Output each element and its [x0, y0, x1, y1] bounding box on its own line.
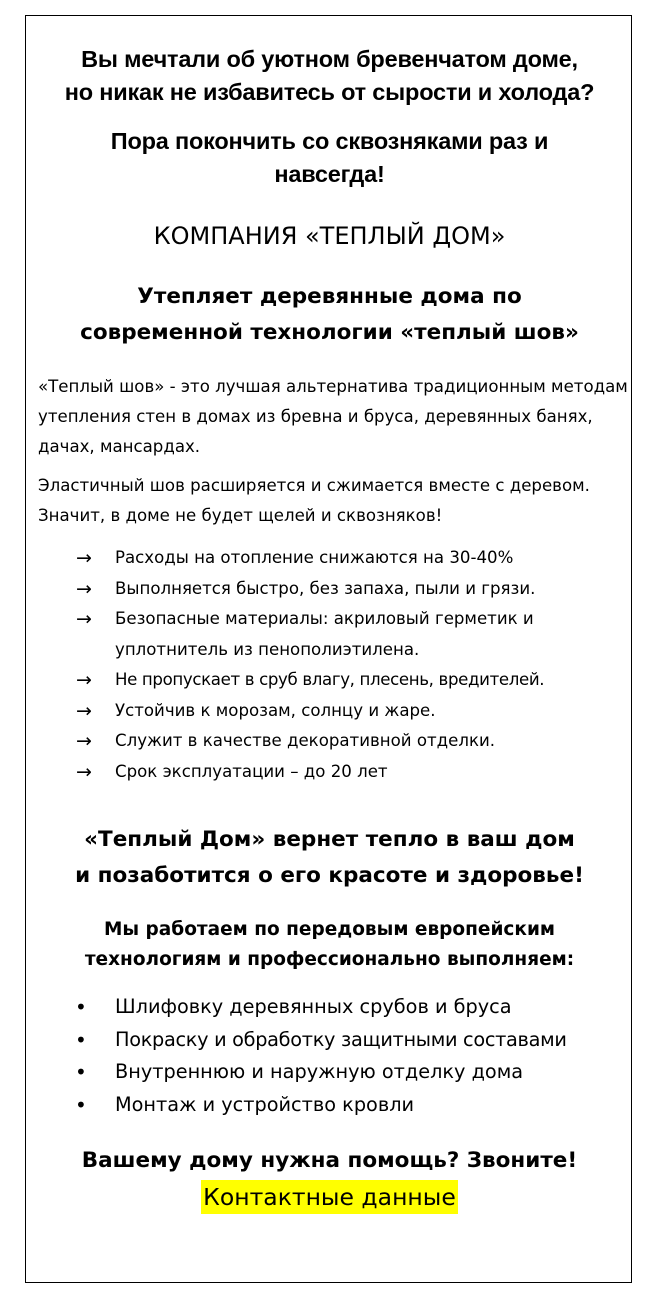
promise — [26, 822, 633, 894]
bullet-icon: • — [75, 1027, 87, 1052]
arrow-right-icon: → — [76, 760, 92, 783]
list-item: • Внутреннюю и наружную отделку дома — [26, 1056, 633, 1089]
arrow-right-icon: → — [76, 669, 92, 691]
services-list — [26, 991, 633, 1121]
contact-link[interactable]: Контактные данные — [201, 1180, 458, 1214]
subheadline-line-2: навсегда! — [274, 161, 385, 187]
arrow-right-icon: → — [76, 577, 92, 600]
call-to-action: Вашему дому нужна помощь? Звоните! — [81, 1148, 578, 1173]
promise-line-2: и позаботится о его красоте и здоровье! — [75, 863, 584, 888]
promise-line-1: «Теплый Дом» вернет тепло в ваш дом — [84, 827, 575, 852]
list-item: • Шлифовку деревянных срубов и бруса — [26, 991, 633, 1024]
subheadline-line-1: Пора покончить со сквозняками раз и — [110, 128, 549, 154]
arrow-right-icon: → — [76, 699, 92, 722]
bullet-icon: • — [75, 1092, 87, 1117]
services-intro — [26, 915, 633, 975]
bullet-icon: • — [75, 1060, 87, 1084]
list-item: → Устойчив к морозам, солнцу и жаре. — [26, 696, 633, 727]
elastic-paragraph: Эластичный шов расширяется и сжимается вместе с деревом. Значит, в доме не будет щелей и сквозняков! — [38, 476, 590, 525]
list-item: → Служит в качестве декоративной отделки. — [26, 726, 633, 757]
tagline-line-2: современной технологии «теплый шов» — [80, 320, 579, 345]
services-intro-line-1: Мы работаем по передовым европейским — [103, 919, 556, 940]
tagline-line-1: Утепляет деревянные дома по — [137, 284, 522, 309]
company-name: КОМПАНИЯ «ТЕПЛЫЙ ДОМ» — [153, 222, 506, 250]
arrow-right-icon: → — [76, 547, 92, 569]
bullet-icon: • — [75, 995, 87, 1019]
tagline — [26, 279, 633, 351]
contact-wrap — [26, 1180, 633, 1214]
intro-paragraph: «Теплый шов» - это лучшая альтернатива традиционным методам утепления стен в домах из бревна и бруса, деревянных банях, дачах, мансардах. — [38, 377, 628, 456]
list-item: → Безопасные материалы: акриловый герметик и уплотнитель из пенополиэтилена. — [26, 604, 633, 665]
arrow-right-icon: → — [76, 608, 92, 630]
headline-line-1: Вы мечтали об уютном бревенчатом доме, — [81, 46, 578, 72]
list-item: • Покраску и обработку защитными составами — [26, 1024, 633, 1057]
subheadline — [26, 125, 633, 191]
list-item: → Расходы на отопление снижаются на 30-40% — [26, 543, 633, 574]
headline — [26, 43, 633, 109]
list-item: • Монтаж и устройство кровли — [26, 1089, 633, 1122]
list-item: → Выполняется быстро, без запаха, пыли и грязи. — [26, 574, 633, 605]
headline-line-2: но никак не избавитесь от сырости и холода? — [64, 79, 595, 105]
benefits-list — [26, 543, 633, 787]
services-intro-line-2: технологиям и профессионально выполняем: — [84, 949, 575, 970]
arrow-right-icon: → — [76, 730, 92, 752]
list-item: → Срок эксплуатации – до 20 лет — [26, 757, 633, 788]
flyer-frame — [25, 15, 632, 1283]
list-item: → Не пропускает в сруб влагу, плесень, вредителей. — [26, 665, 633, 696]
